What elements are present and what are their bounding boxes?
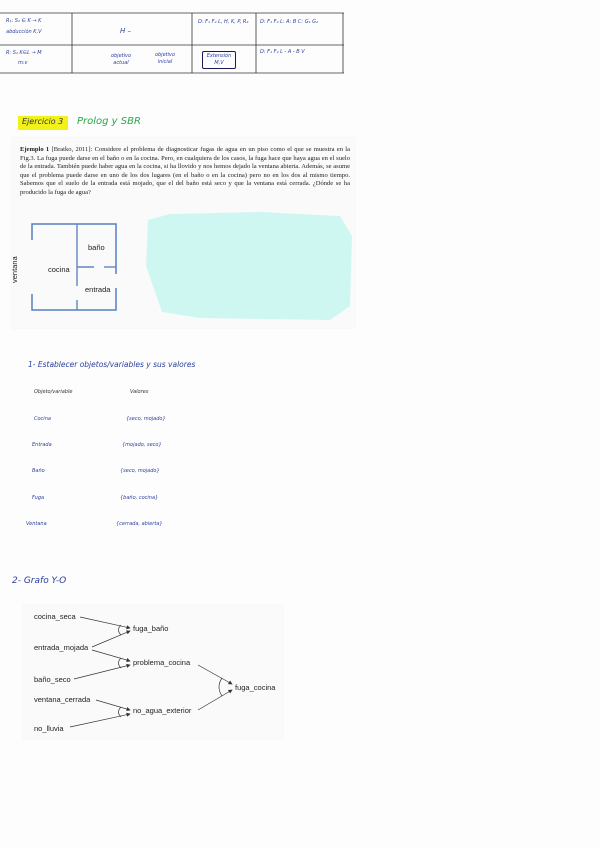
plan-label-ventana: ventana xyxy=(10,256,19,283)
table-r1-c3: D: F₁ F₂ L, H, K, P, R₂ xyxy=(198,19,249,25)
and-arc-problema-cocina xyxy=(119,658,122,668)
col-header-values: Valores xyxy=(130,389,149,395)
edge-entrada-mojada-problema-cocina xyxy=(92,650,130,661)
table-r2-c1a: R: S₁ K∈L → M xyxy=(6,50,42,56)
table-r1-c2: H – xyxy=(120,27,131,35)
node-entrada-mojada: entrada_mojada xyxy=(34,643,89,652)
var-row-2-name: Entrada xyxy=(32,442,52,448)
edge-entrada-mojada-fuga-bano xyxy=(92,631,130,647)
table-r2-c4: D: F₁ F₂ L - A - B V xyxy=(260,49,305,55)
node-problema-cocina: problema_cocina xyxy=(133,658,191,667)
node-cocina-seca: cocina_seca xyxy=(34,612,76,621)
and-arc-no-agua-exterior xyxy=(119,707,122,717)
var-row-3-values: {seco, mojado} xyxy=(120,468,160,474)
and-arc-fuga-bano xyxy=(119,625,122,635)
var-row-5-values: {cerrada, abierta} xyxy=(116,521,163,527)
edge-ventana-cerrada-no-agua-exterior xyxy=(96,700,130,710)
var-row-3-name: Baño xyxy=(32,468,45,474)
table-r2-c2a: objetivo actual xyxy=(110,53,132,66)
table-r1-c4: D: F₁ F₂ L: A: B C: G₁ G₂ xyxy=(260,19,319,25)
and-or-graph xyxy=(0,600,300,740)
var-row-1-values: {seco, mojado} xyxy=(126,416,166,422)
and-arc-fuga-cocina xyxy=(219,678,222,696)
table-r2-c2b: objetivo inicial xyxy=(154,52,176,65)
section2-title: 2- Grafo Y-O xyxy=(12,576,67,586)
node-no-agua-exterior: no_agua_exterior xyxy=(133,706,192,715)
edge-bano-seco-problema-cocina xyxy=(74,665,130,679)
plan-label-bano: baño xyxy=(88,243,105,252)
section1-title: 1- Establecer objetos/variables y sus valores xyxy=(28,360,196,369)
plan-label-entrada: entrada xyxy=(85,285,111,294)
example-text xyxy=(20,146,350,197)
node-ventana-cerrada: ventana_cerrada xyxy=(34,695,91,704)
edge-no-lluvia-no-agua-exterior xyxy=(70,714,130,727)
table-r1-c1b: abducción K,V xyxy=(6,29,42,35)
edge-no-agua-exterior-fuga-cocina xyxy=(198,690,232,710)
table-r2-c1b: m:v xyxy=(18,60,28,66)
var-row-2-values: {mojado, seco} xyxy=(122,442,162,448)
highlighter-mark xyxy=(140,206,356,324)
edge-cocina-seca-fuga-bano xyxy=(80,617,130,628)
node-no-lluvia: no_lluvia xyxy=(34,724,64,733)
node-fuga-bano: fuga_baño xyxy=(133,624,169,633)
floor-plan xyxy=(22,222,122,314)
exercise-subtitle: Prolog y SBR xyxy=(77,116,141,127)
var-row-4-values: {baño, cocina} xyxy=(120,495,159,501)
var-row-1-name: Cocina xyxy=(34,416,51,422)
table-r1-c1a: R₁: S₁ ∈ K → K xyxy=(6,18,42,24)
var-row-5-name: Ventana xyxy=(26,521,47,527)
edge-problema-cocina-fuga-cocina xyxy=(198,665,232,684)
node-fuga-cocina: fuga_cocina xyxy=(235,683,276,692)
example-label: Ejemplo 1 xyxy=(20,146,50,153)
exercise-badge-label: Ejercicio 3 xyxy=(22,117,64,126)
example-body: [Bratko, 2011]: Considere el problema de diagnosticar fugas de agua en un piso como el que se muestra en la Fig.3. La fuga puede darse en el baño o en la cocina. Pero, en cualquiera de los casos, la fuga hace que haya agua en el suelo de la entrada. También puede haber agua en la cocina, si ha llovido y nos hemos dejado la ventana abierta. Además, se asume que el problema puede darse en uno de los dos lugares (en el baño o en la cocina) pero no en los dos al mismo tiempo. Sabemos que el suelo de la entrada está mojado, que el del baño está seco y que la ventana está cerrada. ¿Dónde se ha producido la fuga de agua? xyxy=(20,146,350,196)
plan-label-cocina: cocina xyxy=(48,265,70,274)
table-r2-c3: Extensión M,V xyxy=(202,51,236,69)
col-header-object: Objeto/variable xyxy=(34,389,73,395)
top-table xyxy=(0,10,344,74)
var-row-4-name: Fuga xyxy=(32,495,45,501)
node-bano-seco: baño_seco xyxy=(34,675,71,684)
